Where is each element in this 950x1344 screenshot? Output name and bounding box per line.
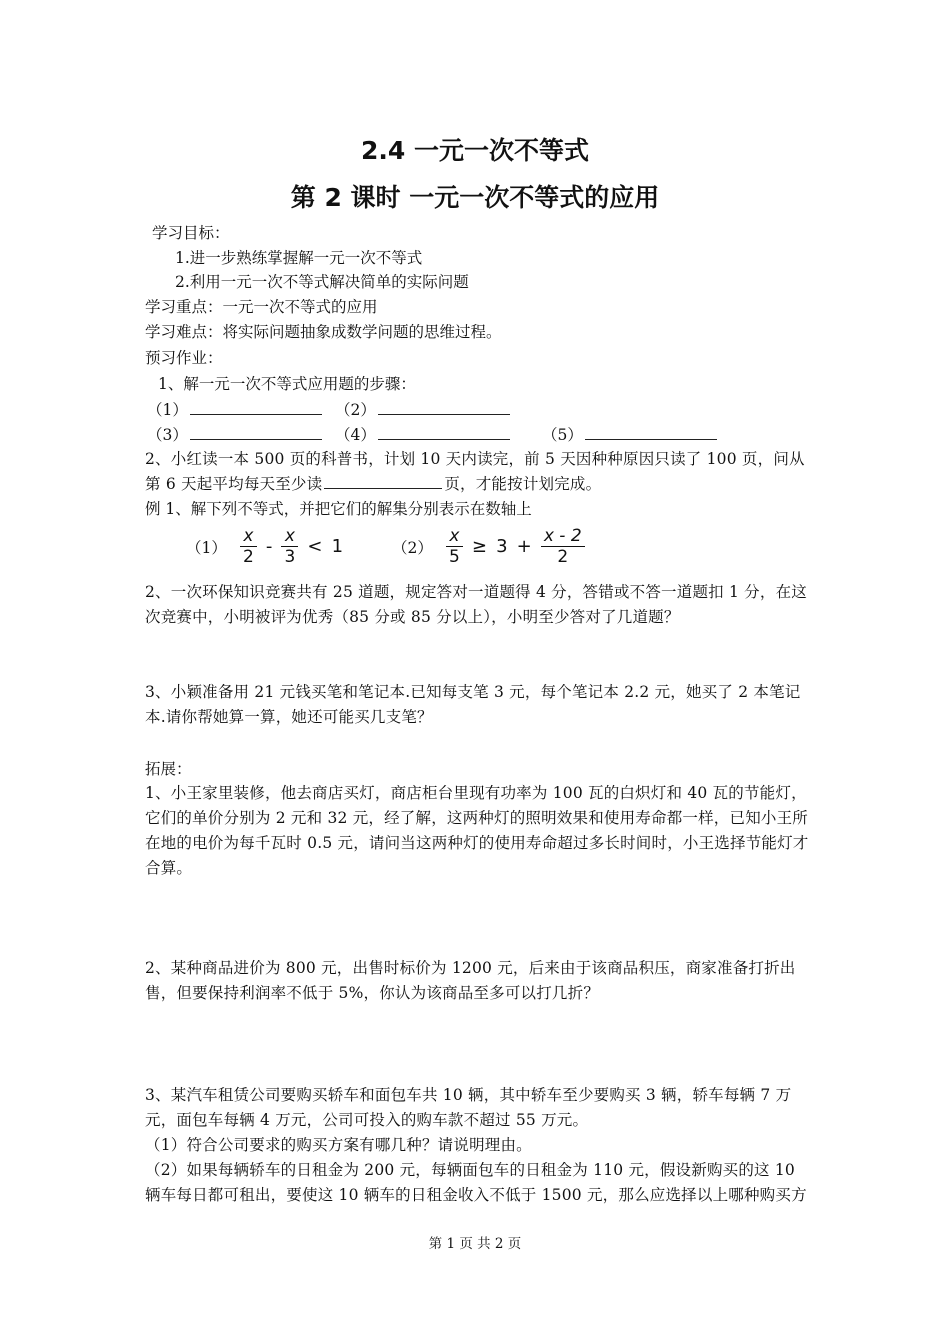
extension-problem-1: 1、小王家里装修，他去商店买灯，商店柜台里现有功率为 100 瓦的白炽灯和 40 瓦的节能灯，它们的单价分别为 2 元和 32 元，经了解，这两种灯的照明效果和使用寿命都一样，已知小王所在地的电价为每千瓦时 0.5 元，请问当这两种灯的使用寿命超过多长时间时，小王选择节能灯才合算。 xyxy=(145,784,809,877)
preview-heading: 预习作业： xyxy=(145,349,223,367)
step-item: （3） xyxy=(147,423,324,446)
objectives-heading: 学习目标： xyxy=(152,224,230,242)
example-1-prompt: 例 1、解下列不等式，并把它们的解集分别表示在数轴上 xyxy=(145,500,532,518)
step-item: （5） xyxy=(542,423,719,446)
answer-blank[interactable] xyxy=(190,398,322,415)
answer-blank[interactable] xyxy=(378,398,510,415)
objective-item: 2.利用一元一次不等式解决简单的实际问题 xyxy=(175,273,469,291)
extension-sub-question-1: （1）符合公司要求的购买方案有哪几种？请说明理由。 xyxy=(145,1136,532,1154)
answer-blank[interactable] xyxy=(585,423,717,440)
extension-problem-3: 3、某汽车租赁公司要购买轿车和面包车共 10 辆，其中轿车至少要购买 3 辆，轿车每辆 7 万元，面包车每辆 4 万元，公司可投入的购车款不超过 55 万元。 xyxy=(145,1086,792,1129)
fraction: $\frac{x}{2}$ xyxy=(240,526,257,567)
extension-sub-question-2: （2）如果每辆轿车的日租金为 200 元，每辆面包车的日租金为 110 元，假设新购买的这 10 辆车每日都可租出，要使这 10 辆车的日租金收入不低于 1500 元，那么应选择以上哪种购买方 xyxy=(145,1161,807,1204)
difficulty: 学习难点：将实际问题抽象成数学问题的思维过程。 xyxy=(145,323,502,341)
step-item: （2） xyxy=(335,398,512,421)
step-item: （4） xyxy=(335,423,512,446)
answer-blank[interactable] xyxy=(378,423,510,440)
objective-item: 1.进一步熟练掌握解一元一次不等式 xyxy=(175,249,423,267)
inequality-1: （1） $\frac{x}{2}$ - $\frac{x}{3}$ < 1 xyxy=(186,526,344,567)
preview-question-2: 2、小红读一本 500 页的科普书，计划 10 天内读完，前 5 天因种种原因只读了 100 页，问从第 6 天起平均每天至少读 页，才能按计划完成。 xyxy=(145,450,805,493)
page-title: 2.4 一元一次不等式 xyxy=(361,136,589,165)
inequality-2: （2） $\frac{x}{5}$ ≥ 3 + $\frac{x - 2}{2}$ xyxy=(392,526,587,576)
page-subtitle: 第 2 课时 一元一次不等式的应用 xyxy=(290,183,660,212)
steps-intro: 1、解一元一次不等式应用题的步骤： xyxy=(158,375,416,393)
answer-blank[interactable] xyxy=(324,472,442,489)
problem-3: 3、小颖准备用 21 元钱买笔和笔记本.已知每支笔 3 元，每个笔记本 2.2 元，她买了 2 本笔记本.请你帮她算一算，她还可能买几支笔？ xyxy=(145,683,801,726)
answer-blank[interactable] xyxy=(190,423,322,440)
extension-problem-2: 2、某种商品进价为 800 元，出售时标价为 1200 元，后来由于该商品积压，商家准备打折出售，但要保持利润率不低于 5%，你认为该商品至多可以打几折？ xyxy=(145,959,796,1002)
page-footer: 第 1 页 共 2 页 xyxy=(428,1236,522,1252)
problem-2: 2、一次环保知识竞赛共有 25 道题，规定答对一道题得 4 分，答错或不答一道题扣 1 分，在这次竞赛中，小明被评为优秀（85 分或 85 分以上），小明至少答对了几道题？ xyxy=(145,583,807,626)
fraction: $\frac{x}{5}$ xyxy=(446,526,463,567)
fraction: $\frac{x - 2}{2}$ xyxy=(541,526,585,567)
step-item: （1） xyxy=(147,398,324,421)
fraction: $\frac{x}{3}$ xyxy=(281,526,298,567)
extension-heading: 拓展： xyxy=(145,760,192,778)
key-point: 学习重点：一元一次不等式的应用 xyxy=(145,298,378,316)
